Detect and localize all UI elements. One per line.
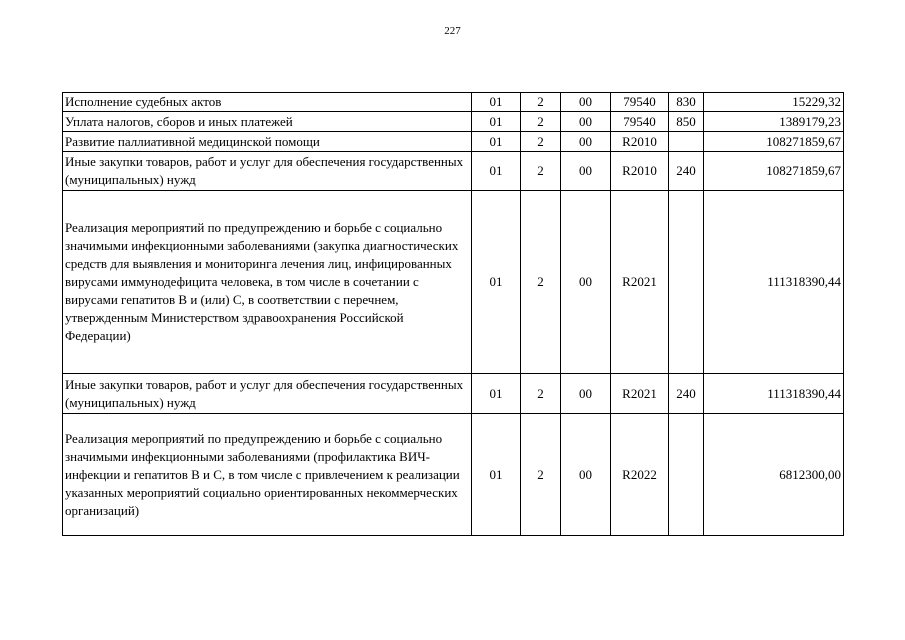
- row-code-3: 00: [561, 414, 611, 536]
- table-row: [63, 112, 844, 132]
- page-number: 227: [444, 25, 461, 37]
- table-row: [63, 414, 844, 536]
- row-code-2: 2: [521, 93, 561, 112]
- budget-table: [62, 92, 844, 536]
- row-code-5: [669, 191, 704, 374]
- row-sum: 108271859,67: [704, 152, 844, 191]
- table-row: [63, 152, 844, 191]
- row-name: Развитие паллиативной медицинской помощи: [63, 132, 472, 152]
- row-code-4: R2021: [611, 374, 669, 414]
- row-code-5: 240: [669, 152, 704, 191]
- row-code-1: 01: [472, 374, 521, 414]
- row-code-2: 2: [521, 112, 561, 132]
- row-sum: 108271859,67: [704, 132, 844, 152]
- table-row: [63, 93, 844, 112]
- row-code-4: R2021: [611, 191, 669, 374]
- row-sum: 1389179,23: [704, 112, 844, 132]
- row-code-1: 01: [472, 112, 521, 132]
- row-code-1: 01: [472, 152, 521, 191]
- row-code-3: 00: [561, 152, 611, 191]
- table-row: [63, 191, 844, 374]
- table-row: [63, 374, 844, 414]
- row-code-2: 2: [521, 374, 561, 414]
- row-name: Иные закупки товаров, работ и услуг для обеспечения государственных (муниципальных) нужд: [63, 374, 472, 414]
- row-code-3: 00: [561, 93, 611, 112]
- row-code-1: 01: [472, 132, 521, 152]
- row-name: Исполнение судебных актов: [63, 93, 472, 112]
- row-code-2: 2: [521, 152, 561, 191]
- row-code-3: 00: [561, 132, 611, 152]
- row-code-4: 79540: [611, 93, 669, 112]
- row-code-5: [669, 132, 704, 152]
- row-code-1: 01: [472, 414, 521, 536]
- row-code-5: 240: [669, 374, 704, 414]
- row-code-4: R2010: [611, 132, 669, 152]
- row-name: Иные закупки товаров, работ и услуг для обеспечения государственных (муниципальных) нужд: [63, 152, 472, 191]
- row-sum: 111318390,44: [704, 191, 844, 374]
- row-name: Уплата налогов, сборов и иных платежей: [63, 112, 472, 132]
- row-code-3: 00: [561, 112, 611, 132]
- row-sum: 15229,32: [704, 93, 844, 112]
- row-code-2: 2: [521, 132, 561, 152]
- row-sum: 6812300,00: [704, 414, 844, 536]
- table-row: [63, 132, 844, 152]
- row-code-3: 00: [561, 374, 611, 414]
- row-code-5: 830: [669, 93, 704, 112]
- row-code-5: 850: [669, 112, 704, 132]
- row-code-2: 2: [521, 414, 561, 536]
- row-code-4: R2022: [611, 414, 669, 536]
- row-code-4: 79540: [611, 112, 669, 132]
- row-name: Реализация мероприятий по предупреждению и борьбе с социально значимыми инфекционными заболеваниями (закупка диагностических средств для выявления и мониторинга лечения лиц, инфицированных вирусами иммунодефицита человека, в том числе в сочетании с вирусами гепатитов B и (или) C, в соответствии с перечнем, утвержденным Министерством здравоохранения Российской Федерации): [63, 191, 472, 374]
- row-sum: 111318390,44: [704, 374, 844, 414]
- row-code-2: 2: [521, 191, 561, 374]
- row-code-5: [669, 414, 704, 536]
- row-code-4: R2010: [611, 152, 669, 191]
- row-code-1: 01: [472, 93, 521, 112]
- row-name: Реализация мероприятий по предупреждению и борьбе с социально значимыми инфекционными заболеваниями (профилактика ВИЧ-инфекции и гепатитов B и C, в том числе с привлечением к реализации указанных мероприятий социально ориентированных некоммерческих организаций): [63, 414, 472, 536]
- row-code-1: 01: [472, 191, 521, 374]
- row-code-3: 00: [561, 191, 611, 374]
